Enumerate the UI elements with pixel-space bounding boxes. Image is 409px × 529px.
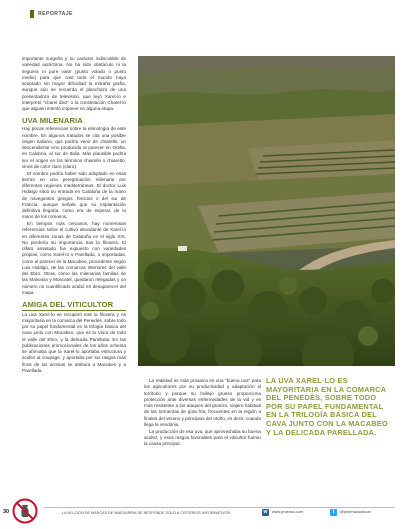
- footer-twitter-link[interactable]: [330, 508, 371, 516]
- middle-column: [144, 378, 261, 448]
- page-number: 30: [3, 509, 10, 515]
- body-paragraph: El nombre podría haber sido adoptado en esas tierras en una peregrinación milenaria por diferentes regiones mediterráneas. El doctor Luis Hidalgo situó su entrada en Cataluña de la mano de navegantes griegos, fenicios o del sur de Francia, aunque señala que su implantación definitiva llegaría, como era de esperar, de la mano de los romanos.: [22, 170, 126, 220]
- vineyard-landscape-photo: [138, 56, 395, 366]
- footer-disclaimer: LA NO-CIÓN DE MARCAS DE MAESARRIA SE RESPONDE SÓLO A CRITERIOS INFORMATIVOS: [62, 511, 231, 515]
- subhead-amiga-del-viticultor: AMIGA DEL VITICULTOR: [22, 300, 126, 311]
- vineyard-illustration: [138, 56, 395, 366]
- footer-web-link[interactable]: [262, 508, 303, 516]
- body-paragraph: En tiempos más cercanos, hay numerosas referencias sobre el cultivo abundante de Xarel·lo en diferentes zonas de Cataluña en el siglo XIX. No perdería su importancia tras la filoxera. El olfato amasado fue expuesto con variedades propias, como Xarel·lo o Parellada, o importadas, como al parecer es la Macabeo, procedente según Luis Hidalgo, de las comarcas interiores del valle del Ebro. Otras, como las milenarias familias de las Malvasía y Moscatel, quedaron relegadas y un número no cuantificado acabó en desaparecer del mapa.: [22, 221, 126, 295]
- no-alcohol-minors-badge-icon: [12, 498, 38, 524]
- pull-quote: LA UVA XAREL·LO ES MAYORITARIA EN LA COMARCA DEL PENEDÈS, SOBRE TODO POR SU PAPEL FUNDAMENTAL EN LA TRILOGÍA BÁSICA DEL CAVA JUNTO CON LA MACABEO Y LA DELICADA PARELLADA.: [266, 376, 388, 437]
- twitter-handle: @proensaupitcom: [340, 510, 371, 514]
- section-tag-bar: [30, 10, 34, 18]
- body-paragraph: Hay pocas referencias sobre la etimología de este nombre. En algunos tratados se cita una posible origen italiano, que podría venir de chiarello, un descendiente vino producido al parecer en Orella, en Calabria, al sur de Italia. Más plausible podría ser el origen en los términos chiarello o chiaretto, vinos de color claro (claro).: [22, 126, 126, 169]
- web-icon: w: [263, 509, 268, 515]
- twitter-icon: t: [330, 509, 337, 516]
- subhead-uva-milenaria: UVA MILENARIA: [22, 116, 83, 126]
- intro-paragraph: importante surgeña y su carácter indiscutible de variedad autóctona. No ha sido obstáculo ni la seguera ni pure valor (punto volado o punto medio) para que cast todo el mundo haya aceptado sin mayor dificultad la extraña grafía, aunque aún se recuerda el planchazo de una presentadora de televisión, que leyó Xarel·lo e interpretó "charel diez" o la constelación Charel·lo que alguien intentó imponer en alguna etapa.: [22, 56, 126, 111]
- body-paragraph: La producción de esa uva, que aprovechaba su buena acidez, y esos rasgos favorables para el viticultor fueron la causa principal.: [144, 428, 261, 446]
- body-paragraph: La uva Xarel·lo se recuperó tras la filoxera y es mayoritaria en la comarca del Penedès, sobre todo por su papel fundamental en la trilogía básica del cava junto con Macabeo, que es la Viura de todo el valle del Ebro, y la delicada Parellada. En las publicaciones promocionales de los años ochenta se afirmaba que la Xarel·lo aportaba estructura y acidez al coupage, y aportaba por los rasgos más finos de los aromas se atribuía a Macabeo y a Parellada.: [22, 311, 126, 373]
- body-paragraph: La realidad es más prosaica es una "buena uva" para los agricultores por su productividad y adaptación al territorio y porque su hollejo grueso proporciona protección ante diversas enfermedades de la vid y es más resistente a los ataques del granizo, viajero habitual de las tormentas de gota fría, frecuentes en la región a finales del verano y principios del otoño, es decir, cuando llega la vendimia.: [144, 378, 261, 427]
- left-column: [22, 56, 126, 375]
- section-tag: REPORTAJE: [38, 11, 73, 17]
- web-url: www.proensa.com: [272, 510, 304, 514]
